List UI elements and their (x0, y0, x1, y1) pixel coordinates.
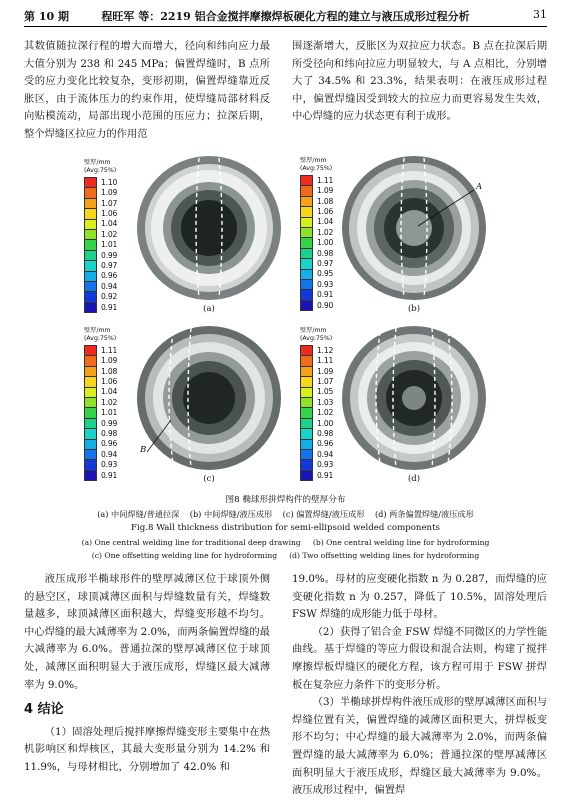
figure-subcaptions-cn: (a) 中间焊缝/普通拉深 (b) 中间焊缝/液压成形 (c) 偏置焊缝/液压成形 (d) 两条偏置焊缝/液压成形 (97, 509, 474, 519)
legend-value: 0.91 (101, 470, 118, 480)
figure-8 (0, 152, 571, 562)
legend-value: 0.98 (317, 429, 334, 439)
legend-value: 1.06 (101, 209, 118, 219)
legend-value: 0.99 (101, 418, 118, 428)
legend-entry (300, 470, 333, 480)
legend-swatch (300, 300, 313, 312)
legend-value: 1.00 (317, 418, 334, 428)
contour-plot-c (135, 324, 283, 472)
legend-value: 1.02 (317, 227, 334, 237)
legend-c: 壁厚/mm (Avg:75%) 1.11 1.09 1.08 1.06 1.04 1.02 1.01 0.99 0.98 0.96 0.94 0.93 0.91 (84, 327, 118, 480)
section-heading-conclusions: 4 结论 (24, 702, 64, 718)
legend-value: 1.05 (317, 387, 334, 397)
legend-entry (300, 300, 333, 310)
legend-value: 1.09 (317, 366, 334, 376)
legend-value: 0.94 (101, 449, 118, 459)
legend-value: 1.03 (317, 397, 334, 407)
legend-value: 1.10 (101, 177, 118, 187)
panel-label-c: (c) (203, 474, 215, 484)
legend-swatch (84, 470, 97, 482)
legend-swatch (84, 302, 97, 314)
legend-value: 0.93 (317, 460, 334, 470)
legend-value: 1.04 (317, 217, 334, 227)
panel-label-d: (d) (407, 474, 421, 484)
legend-value: 0.90 (317, 300, 334, 310)
legend-a: 壁厚/mm (Avg:75%) 1.10 1.09 1.07 1.06 1.04 1.02 1.01 0.99 0.97 0.96 0.94 0.92 0.91 (84, 159, 118, 312)
legend-value: 1.11 (101, 345, 118, 355)
marker-a-label: A (476, 182, 483, 192)
legend-value: 1.09 (101, 188, 118, 198)
legend-value: 0.99 (101, 250, 118, 260)
legend-entry (84, 470, 117, 480)
panel-label-b: (b) (407, 304, 421, 314)
legend-value: 1.00 (317, 238, 334, 248)
legend-value: 1.04 (101, 219, 118, 229)
legend-d: 壁厚/mm (Avg:75%) 1.12 1.11 1.09 1.07 1.05 1.03 1.02 1.00 0.98 0.96 0.94 0.93 0.91 (300, 327, 334, 480)
running-title: 程旺军 等：2219 铝合金搅拌摩擦焊板硬化方程的建立与液压成形过程分析 (101, 10, 470, 23)
figure-subcaptions-en-1: (a) One central welding line for traditional deep drawing (b) One central welding line for hydroforming (81, 538, 490, 547)
legend-value: 1.09 (101, 356, 118, 366)
legend-value: 1.11 (317, 175, 334, 185)
figure-caption-en: Fig.8 Wall thickness distribution for semi-ellipsoid welded components (131, 523, 440, 533)
legend-value: 0.93 (101, 460, 118, 470)
legend-value: 1.01 (101, 240, 118, 250)
legend-value: 1.07 (101, 198, 118, 208)
legend-value: 1.02 (317, 408, 334, 418)
legend-value: 0.91 (317, 470, 334, 480)
legend-value: 1.06 (101, 377, 118, 387)
text-bottom-left: 液压成形半椭球形件的壁厚减薄区位于球顶外侧的悬空区，球顶减薄区面积与焊缝数量有关，焊缝数量越多，球顶减薄区面积越大，焊缝变形越不均匀。中心焊缝的最大减薄率为 2.0%，而两条偏置焊缝的最大减薄率为 6.0%。普通拉深的壁厚减薄区位于球顶处，减薄区面积明显大于液压成形，焊缝区最大减薄率为 9.0%。 4 结论 （1）固溶处理后搅拌摩擦焊缝变形主要集中在热机影响区和焊核区，其最大变形量分别为 14.2% 和 11.9%，与母材相比，分别增加了 42.0% 和 (24, 573, 270, 773)
legend-value: 0.93 (317, 279, 334, 289)
legend-value: 1.02 (101, 397, 118, 407)
legend-value: 1.08 (317, 196, 334, 206)
legend-value: 0.97 (317, 259, 334, 269)
figure-subcaptions-en-2: (c) One offsetting welding line for hydroforming (d) Two offsetting welding lines for hydroforming (91, 551, 480, 560)
contour-plot-d (340, 324, 488, 472)
legend-value: 0.92 (101, 292, 118, 302)
legend-swatch (300, 470, 313, 482)
legend-value: 0.91 (101, 302, 118, 312)
legend-value: 1.11 (317, 356, 334, 366)
header-rule (24, 26, 547, 27)
issue-number: 第 10 期 (24, 10, 69, 23)
legend-value: 1.01 (101, 408, 118, 418)
legend-value: 1.02 (101, 229, 118, 239)
legend-value: 1.12 (317, 345, 334, 355)
legend-value: 0.96 (101, 271, 118, 281)
contour-plot-b (340, 154, 488, 302)
figure-caption-cn: 图8 椭球形拼焊构件的壁厚分布 (225, 495, 346, 505)
legend-value: 1.09 (317, 186, 334, 196)
page-number: 31 (533, 8, 547, 21)
text-top-left: 其数值随拉深行程的增大而增大，径向和纬向应力最大值分别为 238 和 245 MPa；偏置焊缝时，B 点所受的应力变化比较复杂，变形初期，偏置焊缝靠近反胀区，由于流体压力的约束作用，使焊缝局部材料反向贴模流动，局部出现小范围的压应力；拉深后期，整个焊缝区拉应力的作用范 (24, 40, 270, 140)
legend-value: 0.97 (101, 261, 118, 271)
legend-value: 0.95 (317, 269, 334, 279)
legend-value: 0.98 (317, 248, 334, 258)
page-header (24, 8, 547, 26)
contour-plot-a (135, 154, 283, 302)
legend-value: 0.91 (317, 290, 334, 300)
legend-value: 1.06 (317, 207, 334, 217)
legend-value: 0.98 (101, 429, 118, 439)
text-bottom-right: 19.0%。母材的应变硬化指数 n 为 0.287，而焊缝的应变硬化指数 n 为 0.257，降低了 10.5%，固溶处理后 FSW 焊缝的成形能力低于母材。 （2）获得了铝合金 FSW 焊缝不同微区的力学性能曲线。基于焊缝的等应力假设和混合法则，构建了搅拌摩擦焊板焊缝区的硬化方程，该方程可用于 FSW 拼焊板在复杂应力条件下的变形分析。 （3）半椭球拼焊构件液压成形的壁厚减薄区面积与焊缝位置有关，偏置焊缝的减薄区面积更大，拼焊板变形不均匀；中心焊缝的最大减薄率为 2.0%，而两条偏置焊缝的最大减薄率为 6.0%；普通拉深的壁厚减薄区面积明显大于液压成形，焊缝区最大减薄率为 9.0%。液压成形过程中，偏置焊 (292, 573, 547, 797)
marker-b-label: B (140, 445, 147, 455)
legend-entry (84, 302, 117, 312)
legend-value: 0.96 (101, 439, 118, 449)
panel-label-a: (a) (203, 304, 215, 314)
legend-value: 0.94 (317, 449, 334, 459)
text-top-right: 围逐渐增大，反胀区为双拉应力状态。B 点在拉深后期所受径向和纬向拉应力明显较大，与 A 点相比，分别增大了 34.5% 和 23.3%，结果表明：在液压成形过程中，偏置焊缝因受到较大的拉应力而更容易发生失效，中心焊缝的应力状态更有利于成形。 (292, 40, 547, 123)
legend-value: 1.07 (317, 377, 334, 387)
legend-value: 1.04 (101, 387, 118, 397)
legend-value: 0.96 (317, 439, 334, 449)
legend-value: 0.94 (101, 281, 118, 291)
legend-value: 1.08 (101, 366, 118, 376)
legend-b: 壁厚/mm (Avg:75%) 1.11 1.09 1.08 1.06 1.04 1.02 1.00 0.98 0.97 0.95 0.93 0.91 0.90 (300, 157, 334, 310)
